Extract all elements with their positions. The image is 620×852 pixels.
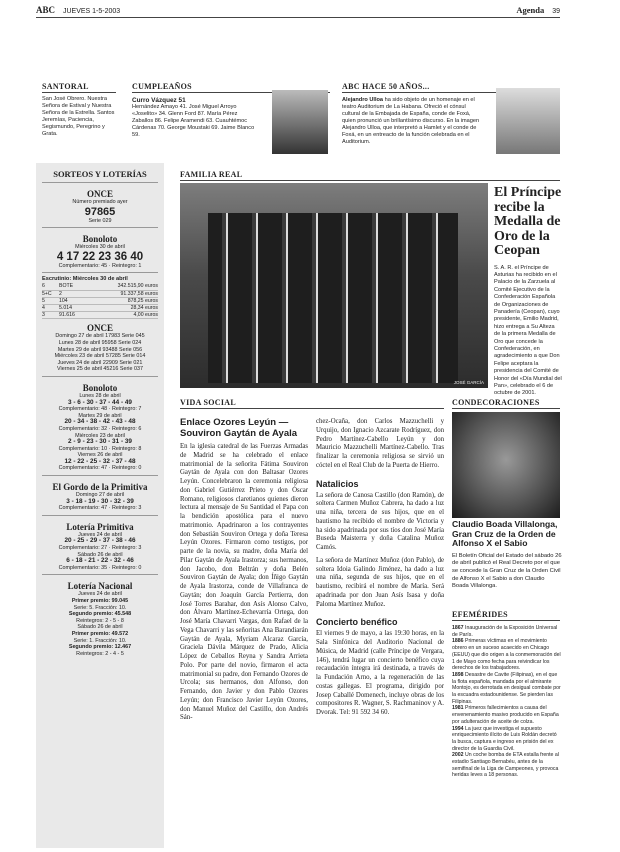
nacional-line: Segundo premio: 12.467 bbox=[68, 644, 132, 651]
gordo-comp: Complementario: 47 · Reintegro: 3 bbox=[58, 505, 142, 512]
santoral-text: San José Obrero. Nuestra Señora de Estival y Nuestra Señora de la Estrella. Santos Jeremías, Paciencia, Segismundo, Peregrino y Grata. bbox=[42, 96, 115, 137]
primitiva-title: Lotería Primitiva bbox=[66, 521, 134, 532]
hace-text: ha sido objeto de un homenaje en el teatro Auditorium de La Habana. Ofreció el cónsul cultural de la Embajada de España, conde de Foxá, quien pronunció un brillantísimo discurso. En la imagen Alejandro Ulloa, que interpretó a Hamlet y el conde de Foxá, en un entreacto de la función celebrada en el Auditorium. bbox=[342, 97, 480, 145]
date: JUEVES 1-5-2003 bbox=[62, 8, 121, 15]
curro-vazquez-photo bbox=[272, 90, 328, 154]
hace-title: ABC HACE 50 AÑOS... bbox=[342, 82, 560, 93]
once2-title: ONCE bbox=[86, 323, 113, 334]
nacional-line: Sábado 26 de abril bbox=[77, 624, 123, 631]
condec-article bbox=[452, 520, 562, 591]
nacional-line: Primer premio: 99.045 bbox=[71, 598, 129, 605]
once-title: ONCE bbox=[86, 189, 113, 199]
gordo-date: Domingo 27 de abril bbox=[75, 492, 125, 499]
draw-date: Miércoles 23 de abril bbox=[75, 432, 125, 439]
page-header bbox=[36, 4, 560, 18]
sorteos-sidebar bbox=[36, 163, 164, 848]
nacional-line: Serie: 1. Fracción: 10. bbox=[73, 637, 127, 644]
table-row: 6 BOTE 342.515,90 euros bbox=[42, 283, 158, 290]
draw-date: Sábado 26 de abril bbox=[77, 551, 123, 558]
draw-numbers: 20 - 34 - 38 - 42 - 43 - 48 bbox=[64, 418, 136, 426]
table-row: 3 91.616 4,00 euros bbox=[42, 312, 158, 319]
vida-headline: Enlace Ozores Leyún — Souviron Gaytán de Ayala bbox=[180, 417, 298, 439]
vida-title: VIDA SOCIAL bbox=[180, 398, 444, 409]
draw-comp: Complementario: 35 · Reintegro: 0 bbox=[58, 564, 142, 571]
table-row: 5 104 878,25 euros bbox=[42, 297, 158, 304]
once2-line: Viernes 25 de abril 45216 Serie 037 bbox=[57, 366, 143, 373]
santoral-title: SANTORAL bbox=[42, 82, 116, 93]
draw-comp: Complementario: 47 · Reintegro: 0 bbox=[58, 465, 142, 472]
cumple-name: Curro Vázquez 51 bbox=[132, 97, 186, 104]
bonoloto-comp: Complementario: 45 · Reintegro: 1 bbox=[58, 262, 142, 269]
bonoloto-title: Bonoloto bbox=[82, 234, 118, 245]
brand: ABC bbox=[36, 5, 56, 15]
cumpleanos-title: CUMPLEAÑOS bbox=[132, 82, 330, 93]
group-figures bbox=[208, 213, 458, 383]
draw-date: Lunes 28 de abril bbox=[79, 392, 121, 399]
vida-text-col1: En la iglesia catedral de las Fuerzas Armadas de Madrid se ha celebrado el enlace matrimonial de la señorita Fátima Souviron Gaytán de Ayala con don Baltasar Ozores Leyún. Concelebraron la ceremonia religiosa don Gabriel Gutiérrez Prieto y don Óscar Romano, religiosos claretianos quienes dieron lectura al mensaje de Su Santidad el Papa con la bendición apostólica para el nuevo matrimonio. Apadrinaron a los contrayentes don Sebastián Souviron Ortega y doña Teresa Leyún Ozores. Firmaron como testigos, por parte de la novia, su madre, doña María del Pilar Gaytán de Ayala Irastorza; sus hermanos, don Jacobo, don Beltrán y doña Belén Souviron Gaytán de Ayala; don Íñigo Gaytán de Ayala Irastorza, conde de Villafranca de Gaytán; don Joaquín García Pertierra, don José Torres Barahar, don Asís Alonso Calvo, don Álvaro Martínez-Echevarría Ortega, don José María Chavarri Vargas, don Rafael de la Vega Chavarri y las señoritas Ana Barandiarán Gaytán de Ayala, Myriam Alcaraz García, Graciela Dávila Márquez de Prado, Alicia López de Ceballos Reyna y Sandra Arrieta Polo. Por parte del novio, firmaron el acta matrimonial su padre, don Fernando Ozores de Urcola; sus hermanos, don Alfonso, don Fernando, don Javier y don Pablo Ozores Leyún; don Francisco Javier Leyún Ozores, don Manuel Muñoz del Castillo, don Andrés Sán- bbox=[180, 443, 308, 722]
list-item: 1886 Primeras víctimas en el movimiento obrero en un suceso acaecido en Chicago (EEUU) que dio origen a la conmemoración del 1 de Mayo como fecha para reivindicar los derechos de los trabajadores. bbox=[452, 638, 561, 672]
list-item: 1898 Desastre de Cavite (Filipinas), en el que la flota española, mandada por el almirante Montojo, es derrotada en desigual combate por la escuadra estadounidense. Se pierden las Filipinas. bbox=[452, 671, 561, 705]
nacional-line: Primer premio: 49.572 bbox=[71, 630, 129, 637]
draw-comp: Complementario: 27 · Reintegro: 3 bbox=[58, 545, 142, 552]
ulloa-photo bbox=[496, 88, 560, 154]
efem-title: EFEMÉRIDES bbox=[452, 610, 560, 621]
once-number: 97865 bbox=[84, 205, 116, 218]
concierto-title: Concierto benéfico bbox=[316, 617, 398, 628]
bonoloto-numbers: 4 17 22 23 36 40 bbox=[56, 250, 144, 263]
draw-date: Jueves 24 de abril bbox=[78, 531, 122, 538]
condec-headline: Claudio Boada Villalonga, Gran Cruz de la Orden de Alfonso X el Sabio bbox=[452, 519, 558, 549]
draw-comp: Complementario: 32 · Reintegro: 6 bbox=[58, 425, 142, 432]
nacional-line: Jueves 24 de abril bbox=[78, 591, 122, 598]
vida-col2 bbox=[316, 418, 444, 718]
gordo-title: El Gordo de la Primitiva bbox=[52, 482, 148, 493]
escrutinio-table bbox=[42, 283, 158, 319]
escrutinio-title: Escrutinio: Miércoles 30 de abril bbox=[42, 276, 128, 283]
once2-line: Domingo 27 de abril 17983 Serie 045 bbox=[55, 333, 145, 340]
once2-line: Jueves 24 de abril 22909 Serie 021 bbox=[57, 359, 143, 366]
once2-line: Martes 29 de abril 93488 Serie 056 bbox=[57, 346, 143, 353]
boada-photo bbox=[452, 412, 560, 518]
photo-credit: JOSÉ GARCÍA bbox=[453, 380, 484, 385]
condec-text: El Boletín Oficial del Estado del sábado 26 de abril publicó el Real Decreto por el que se concede la Gran Cruz de la Orden Civil de Alfonso X el Sabio a don Claudio Boada Villalonga. bbox=[452, 552, 562, 590]
list-item: 1867 Inauguración de la Exposición Universal de París. bbox=[452, 625, 558, 638]
once-pre: Número premiado ayer bbox=[72, 199, 128, 205]
page-number: 39 bbox=[552, 8, 560, 15]
once2-line: Miércoles 23 de abril 57285 Serie 014 bbox=[54, 353, 146, 360]
list-item: 1994 La juez que investiga el supuesto enriquecimiento ilícito de Luis Roldán decretó la busca, captura e ingreso en prisión del ex director de la Guardia Civil. bbox=[452, 725, 557, 752]
once-serie: Serie 029 bbox=[88, 217, 112, 224]
nacional-line: Reintegros: 2 - 4 - 5 bbox=[76, 650, 124, 657]
nacional-line: Serie: 5. Fracción: 10. bbox=[73, 604, 127, 611]
draw-date: Martes 29 de abril bbox=[78, 412, 122, 419]
familia-photo bbox=[180, 183, 488, 388]
once2-line: Lunes 28 de abril 95958 Serie 024 bbox=[58, 339, 142, 346]
vida-col1 bbox=[180, 417, 308, 723]
sorteos-title: SORTEOS Y LOTERÍAS bbox=[53, 169, 147, 179]
familia-article bbox=[494, 186, 562, 398]
list-item: 1981 Primeros fallecimientos a causa del envenenamiento masivo producido en España por adulteración de aceite de colza. bbox=[452, 705, 559, 725]
santoral bbox=[42, 82, 116, 138]
nacional-line: Reintegros: 2 - 5 - 8 bbox=[76, 617, 124, 624]
familia-headline: El Príncipe recibe la Medalla de Oro de la Ceopan bbox=[494, 185, 562, 258]
nacional-title: Lotería Nacional bbox=[67, 581, 133, 592]
natalicios-text-1: La señora de Canosa Castillo (don Ramón), de soltera Carmen Muñoz Cabrera, ha dado a luz una niña, tercera de sus hijos, que en el bautismo ha recibido el nombre de Victoria y ha sido apadrinada por sus tíos don José María Buseda Maisterra y doña Catalina Muñoz Camós. bbox=[316, 491, 444, 551]
natalicios-text-2: La señora de Martínez Muñoz (don Pablo), de soltera Idoia Galindo Jiménez, ha dado a luz una niña, segunda de sus hijos, que en el bautismo, recibirá el nombre de María. Será apadrinada por don Juan Asís Isasa y doña Paloma Martínez Muñoz. bbox=[316, 556, 444, 608]
gordo-numbers: 3 - 18 - 19 - 30 - 32 - 39 bbox=[66, 497, 134, 505]
nacional-line: Segundo premio: 45.548 bbox=[68, 611, 132, 618]
familia-title: FAMILIA REAL bbox=[180, 170, 560, 181]
draw-comp: Complementario: 10 · Reintegro: 8 bbox=[58, 445, 142, 452]
draw-comp: Complementario: 48 · Reintegro: 7 bbox=[58, 406, 142, 413]
draw-numbers: 6 - 18 - 21 - 22 - 32 - 46 bbox=[66, 557, 134, 565]
draw-numbers: 12 - 22 - 25 - 32 - 37 - 48 bbox=[64, 457, 136, 465]
draw-date: Viernes 26 de abril bbox=[77, 452, 123, 459]
efemerides-list bbox=[452, 625, 562, 779]
cumple-text: Hernández Amayo 41. José Miguel Arroyo «Joselito» 34. Glenn Ford 87. María Pérez Zaballos 86. Felipe Aramendi 63. Cuauhtémoc Cárdenas 70. George Moustaki 69. Jaime Blanco 59. bbox=[132, 104, 255, 138]
familia-text: S. A. R. el Príncipe de Asturias ha recibido en el Palacio de la Zarzuela al Comité Ejecutivo de la Confederación Española de Organizaciones de Panadería (Ceopan), cuyo presidente, Emilio Madrid, hizo entrega a Su Alteza de la primera Medalla de Oro que concede la Confederación, en agradecimiento a que Don Felipe aceptara la presidencia del Comité de Honor del «Día Mundial del Pan», celebrado el 6 de octubre de 2001. bbox=[494, 264, 562, 397]
list-item: 2002 Un coche bomba de ETA estalla frente al estadio Santiago Bernabéu, antes de la semifinal de la Liga de Campeones, y provoca heridas leves a 18 personas. bbox=[452, 752, 559, 779]
draw-numbers: 20 - 25 - 29 - 37 - 38 - 46 bbox=[64, 537, 136, 545]
natalicios-title: Natalicios bbox=[316, 478, 359, 489]
draw-numbers: 3 - 6 - 30 - 37 - 44 - 49 bbox=[68, 398, 132, 406]
draw-numbers: 2 - 9 - 23 - 30 - 31 - 39 bbox=[68, 438, 132, 446]
concierto-text: El viernes 9 de mayo, a las 19:30 horas, en la Sala Sinfónica del Auditorio Nacional de Música, de Madrid (calle Príncipe de Vergara, 146), tendrá lugar un concierto benéfico cuya recaudación íntegra irá destinada, a través de la Fundación Arno, a la regeneración de las costas gallegas. El programa, dirigido por Josep Caballé Domenech, incluye obras de los compositores R. Wagner, S. Rachmaninov y A. Dvorak. Tel: 91 592 34 60. bbox=[316, 630, 444, 716]
bonoloto-date: Miércoles 30 de abril bbox=[75, 244, 125, 251]
hace-name: Alejandro Ulloa bbox=[342, 97, 384, 103]
vida-text-col2: chez-Ocaña, don Carlos Mazzuchelli y Urquijo, don Ignacio Azcarate Rodríguez, don Pedro Martínez-Cabello Leyún y don Mauricio Mazzuchelli Martínez-Cabello. Tras finalizar la ceremonia religiosa se sirvió un cóctel en el Real Club de la Puerta de Hierro. bbox=[316, 418, 444, 469]
bonoloto2-title: Bonoloto bbox=[82, 382, 118, 393]
condec-title: CONDECORACIONES bbox=[452, 398, 560, 409]
table-row: 5+C 2 91.337,58 euros bbox=[42, 290, 158, 297]
table-row: 4 5.014 28,34 euros bbox=[42, 304, 158, 311]
section-name: Agenda bbox=[516, 5, 545, 15]
